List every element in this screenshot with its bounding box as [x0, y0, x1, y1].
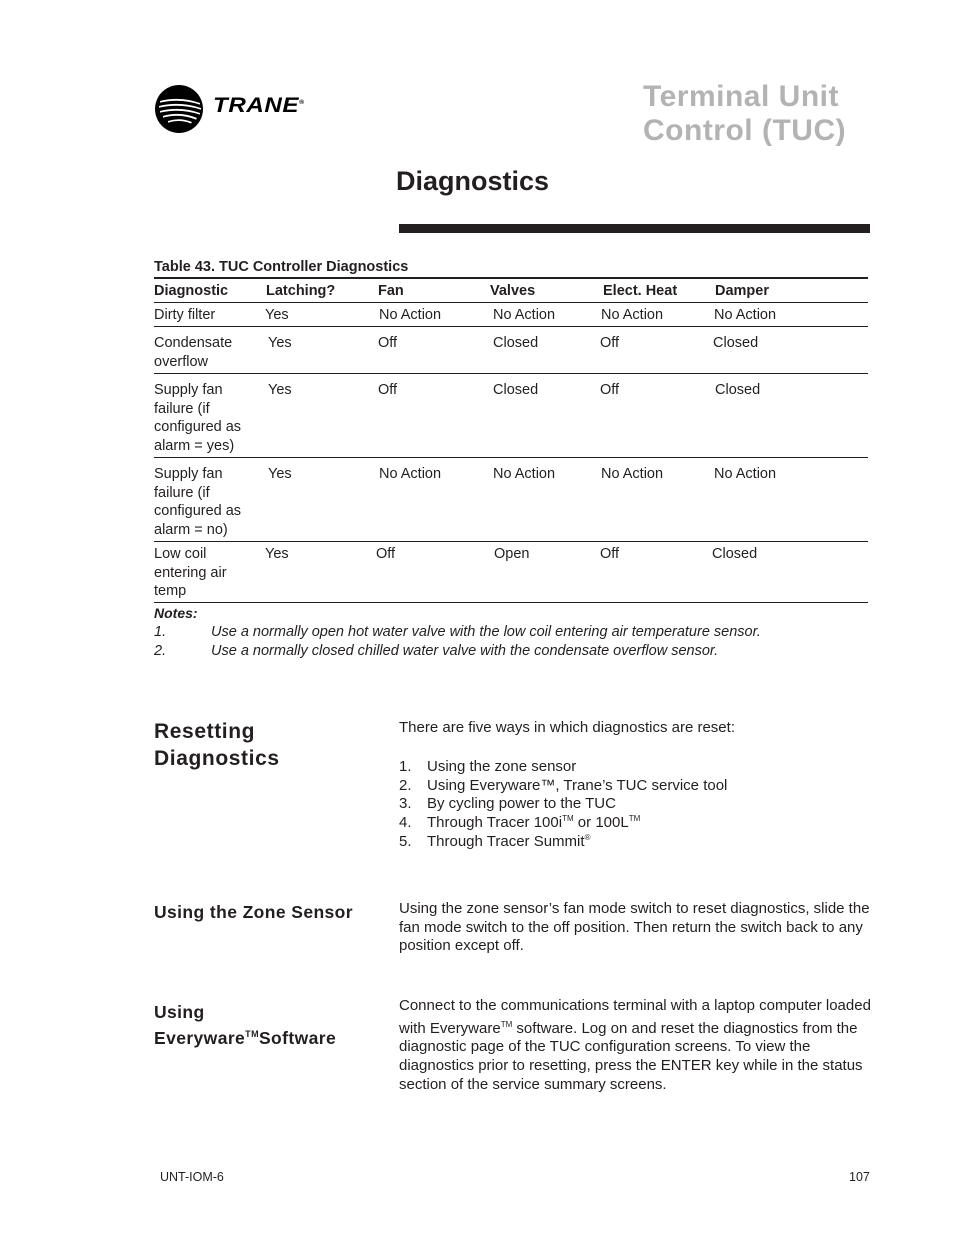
note-1-number: 1.: [154, 624, 167, 640]
resetting-intro: There are five ways in which diagnostics are reset:: [399, 719, 735, 736]
row-2-diagnostic: Condensate overflow: [154, 335, 233, 370]
footer-page-number: 107: [849, 1170, 870, 1184]
row-5-valves: Open: [494, 546, 530, 562]
row-3-latching: Yes: [268, 382, 292, 398]
row-2-fan: Off: [378, 335, 398, 351]
reset-item-3-text: By cycling power to the TUC: [427, 795, 616, 812]
table-bottom-rule: [154, 602, 868, 603]
reset-item-1-number: 1.: [399, 758, 412, 775]
column-header-latching: Latching?: [266, 283, 336, 299]
reset-item-4-text: Through Tracer 100i™ or 100L™: [427, 814, 641, 831]
row-2-elect-heat: Off: [600, 335, 620, 351]
everyware-paragraph: Connect to the communications terminal with a laptop computer loaded with Everyware™ software. Log on and reset the diagnostics from the diagnostic page of the TUC configuration screens. To view the diagnostics prior to resetting, press the ENTER key while in the status section of the service summary screens.: [399, 997, 871, 1093]
title-rule: [399, 224, 870, 233]
reset-item-2-text: Using Everyware™, Trane’s TUC service tool: [427, 777, 728, 794]
row-3-damper: Closed: [715, 382, 761, 398]
zone-sensor-heading: Using the Zone Sensor: [154, 902, 353, 922]
everyware-heading: Using Everyware™Software: [154, 1002, 337, 1048]
row-4-damper: No Action: [714, 466, 777, 482]
row-1-damper: No Action: [714, 307, 777, 323]
reset-item-3-number: 3.: [399, 795, 412, 812]
reset-item-4-number: 4.: [399, 814, 412, 831]
column-header-fan: Fan: [378, 283, 404, 299]
column-header-damper: Damper: [715, 283, 769, 299]
row-1-fan: No Action: [379, 307, 442, 323]
column-header-valves: Valves: [490, 283, 536, 299]
row-divider: [154, 373, 868, 374]
section-title-line1: Terminal Unit: [643, 80, 839, 113]
row-3-elect-heat: Off: [600, 382, 620, 398]
row-4-latching: Yes: [268, 466, 292, 482]
row-1-latching: Yes: [265, 307, 289, 323]
row-1-elect-heat: No Action: [601, 307, 664, 323]
resetting-diagnostics-heading: Resetting Diagnostics: [154, 720, 280, 770]
header-rule: [154, 302, 868, 303]
row-4-elect-heat: No Action: [601, 466, 664, 482]
row-3-diagnostic: Supply fan failure (if configured as alarm = yes): [154, 382, 242, 454]
row-2-latching: Yes: [268, 335, 292, 351]
row-3-valves: Closed: [493, 382, 539, 398]
reset-item-1-text: Using the zone sensor: [427, 758, 577, 775]
row-2-damper: Closed: [713, 335, 759, 351]
table-top-rule: [154, 277, 868, 279]
reset-item-5-text: Through Tracer Summit®: [427, 833, 591, 850]
note-1-text: Use a normally open hot water valve with the low coil entering air temperature sensor.: [211, 624, 761, 640]
row-divider: [154, 326, 868, 327]
trane-logo-icon: [154, 84, 204, 134]
row-5-diagnostic: Low coil entering air temp: [154, 546, 227, 599]
row-3-fan: Off: [378, 382, 398, 398]
row-5-fan: Off: [376, 546, 396, 562]
row-1-valves: No Action: [493, 307, 556, 323]
section-title: [643, 80, 849, 148]
row-divider: [154, 541, 868, 542]
row-5-damper: Closed: [712, 546, 758, 562]
page-title: Diagnostics: [396, 166, 550, 196]
note-2-text: Use a normally closed chilled water valve with the condensate overflow sensor.: [211, 643, 719, 659]
table-caption: Table 43. TUC Controller Diagnostics: [154, 259, 409, 275]
row-4-fan: No Action: [379, 466, 442, 482]
row-4-valves: No Action: [493, 466, 556, 482]
row-4-diagnostic: Supply fan failure (if configured as alarm = no): [154, 466, 242, 538]
column-header-diagnostic: Diagnostic: [154, 283, 229, 299]
row-divider: [154, 457, 868, 458]
row-5-elect-heat: Off: [600, 546, 620, 562]
footer-doc-id: UNT-IOM-6: [160, 1170, 224, 1184]
section-title-line2: Control (TUC): [643, 114, 847, 147]
row-2-valves: Closed: [493, 335, 539, 351]
note-2-number: 2.: [154, 643, 167, 659]
zone-sensor-paragraph: Using the zone sensor’s fan mode switch to reset diagnostics, slide the fan mode switch to the off position. Then return the switch back to any position except off.: [399, 900, 870, 955]
column-header-elect-heat: Elect. Heat: [603, 283, 678, 299]
row-1-diagnostic: Dirty filter: [154, 307, 216, 323]
reset-item-5-number: 5.: [399, 833, 412, 850]
notes-heading: Notes:: [154, 605, 198, 621]
row-5-latching: Yes: [265, 546, 289, 562]
reset-item-2-number: 2.: [399, 777, 412, 794]
trane-logo-wordmark: TRANE®: [213, 94, 305, 117]
